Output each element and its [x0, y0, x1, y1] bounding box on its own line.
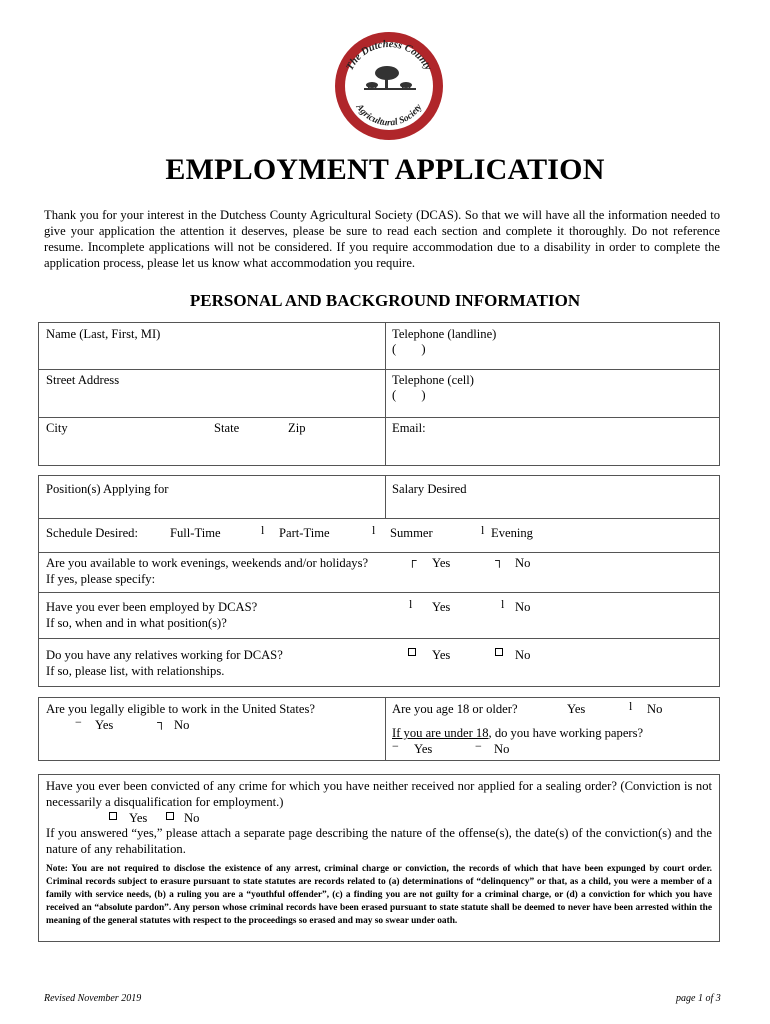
schedule-label: Schedule Desired: [46, 526, 138, 540]
papers-yes-checkbox[interactable]: − [392, 739, 399, 753]
street-label: Street Address [46, 373, 120, 387]
dcas-logo [332, 30, 446, 142]
age-no-checkbox[interactable]: l [629, 699, 633, 713]
evening-option[interactable]: Evening [491, 526, 533, 540]
papers-yes-label: Yes [414, 742, 433, 756]
age-yes-label: Yes [567, 702, 586, 716]
conviction-question: Have you ever been convicted of any crime for which you have neither received nor applied for a sealing order? (Conviction is not necessarily a disqualification for employment.) [46, 779, 712, 809]
position-box [38, 475, 720, 687]
q2-no-label: No [515, 600, 531, 614]
conviction-no-label: No [184, 811, 200, 825]
q3-line2: If so, please list, with relationships. [46, 664, 225, 678]
name-field[interactable] [46, 326, 380, 366]
tel-landline-label: Telephone (landline) [392, 327, 497, 341]
section-title: PERSONAL AND BACKGROUND INFORMATION [189, 291, 581, 310]
q1-no-label: No [515, 556, 531, 570]
under18-underlined: If you are under 18 [392, 726, 489, 740]
name-label: Name (Last, First, MI) [46, 327, 161, 341]
logo-bottom-text: Agricultural Society [353, 102, 425, 129]
personal-info-box [38, 322, 720, 466]
conviction-note: Note: You are not required to disclose the existence of any arrest, criminal charge or conviction, the records of which that have been expunged by court order. Criminal records subject to erasure pursuant to state statutes are records related to (a) determinations of “delinquency” or that, as a child, you were a member of a family with service needs, (b) a ruling you are a “youthful offender”, (c) a finding you are not guilty for a criminal charge, or (d) a conviction for which you have received an “absolute pardon”. Any person whose criminal records have been erased pursuant to state statute shall be deemed to never have been arrested within the meaning of the general statutes with respect to the proceedings so erased and may so swear under oath. [46, 864, 712, 926]
q1-line1: Are you available to work evenings, weekends and/or holidays? [46, 556, 369, 570]
parttime-checkbox[interactable]: l [261, 523, 265, 537]
legal-label: Are you legally eligible to work in the United States? [46, 702, 315, 716]
q3-no-label: No [515, 648, 531, 662]
salary-label: Salary Desired [392, 482, 467, 496]
q1-line2: If yes, please specify: [46, 572, 156, 586]
conviction-no-checkbox[interactable] [166, 812, 174, 820]
q1-yes-checkbox[interactable]: ┌ [408, 553, 417, 567]
q2-yes-checkbox[interactable]: l [409, 597, 413, 611]
papers-no-label: No [494, 742, 510, 756]
city-label: City [46, 421, 68, 435]
page-number: page 1 of 3 [676, 993, 721, 1004]
conviction-box [38, 774, 720, 942]
conviction-instruction: If you answered “yes,” please attach a separate page describing the nature of the offense(s), the date(s) of the conviction(s) and the nature of any rehabilitation. [46, 826, 712, 856]
page-title: EMPLOYMENT APPLICATION [165, 153, 605, 186]
q2-yes-label: Yes [432, 600, 451, 614]
tel-cell-field[interactable]: ( ) [392, 388, 426, 402]
q3-line1: Do you have any relatives working for DCAS? [46, 648, 283, 662]
conviction-yes-label: Yes [129, 811, 148, 825]
tel-landline-field[interactable]: ( ) [392, 342, 426, 356]
q3-yes-checkbox[interactable] [408, 648, 416, 656]
q2-no-checkbox[interactable]: l [501, 597, 505, 611]
legal-yes-checkbox[interactable]: − [75, 715, 82, 729]
eligibility-box [38, 697, 720, 761]
q1-yes-label: Yes [432, 556, 451, 570]
intro-paragraph: Thank you for your interest in the Dutchess County Agricultural Society (DCAS). So that we will have all the information needed to give your application the attention it deserves, please be sure to read each section and complete it thoroughly. Do not reference resume. Incomplete applications will not be considered. If you require accommodation due to a disability in order to complete the application process, please let us know what accommodation you require. [44, 208, 720, 270]
evening-checkbox[interactable]: l [481, 523, 485, 537]
summer-option[interactable]: Summer [390, 526, 433, 540]
age-no-label: No [647, 702, 663, 716]
logo-top-text: The Dutchess County [344, 38, 434, 73]
under18-label [392, 725, 643, 741]
summer-checkbox[interactable]: l [372, 523, 376, 537]
email-label: Email: [392, 421, 426, 435]
legal-no-label: No [174, 718, 190, 732]
conviction-yes-checkbox[interactable] [109, 812, 117, 820]
tel-cell-label: Telephone (cell) [392, 373, 474, 387]
papers-no-checkbox[interactable]: − [475, 739, 482, 753]
fulltime-option[interactable]: Full-Time [170, 526, 221, 540]
position-label: Position(s) Applying for [46, 482, 169, 496]
q2-line1: Have you ever been employed by DCAS? [46, 600, 258, 614]
zip-label: Zip [288, 421, 306, 435]
q3-no-checkbox[interactable] [495, 648, 503, 656]
revised-date: Revised November 2019 [44, 993, 142, 1004]
q3-yes-label: Yes [432, 648, 451, 662]
legal-no-checkbox[interactable]: ┐ [157, 715, 166, 729]
q1-no-checkbox[interactable]: ┐ [495, 553, 504, 567]
state-label: State [214, 421, 240, 435]
q2-line2: If so, when and in what position(s)? [46, 616, 227, 630]
age-label: Are you age 18 or older? [392, 702, 518, 716]
parttime-option[interactable]: Part-Time [279, 526, 330, 540]
legal-yes-label: Yes [95, 718, 114, 732]
under18-suffix: , do you have working papers? [488, 726, 644, 740]
